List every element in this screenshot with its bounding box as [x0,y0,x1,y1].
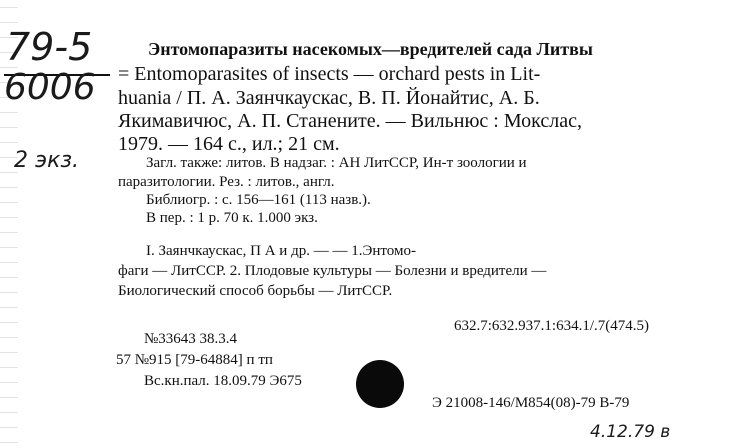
handwritten-copies-note: 2 экз. [14,148,80,173]
chamber-date: Вс.кн.пал. 18.09.79 Э675 [144,373,302,389]
book-title: Энтомопаразиты насекомых—вредителей сада Литвы [148,39,593,59]
order-number: 57 №915 [79-64884] п тп [116,352,273,368]
authors-line-2: Якимавичюс, А. П. Станените. — Вильнюс : Мокслас, [118,110,582,132]
udc-code: 632.7:632.937.1:634.1/.7(474.5) [454,318,649,334]
subject-line-1: I. Заянчкаускас, П А и др. — — 1.Энтомо- [146,243,416,259]
parallel-title-line: = Entomoparasites of insects — orchard pests in Lit- [118,63,541,85]
handwritten-code-top: 79-5 [6,25,93,69]
ink-blot [356,360,404,408]
handwritten-bottom-date: 4.12.79 в [590,422,671,442]
price-note: В пер. : 1 р. 70 к. 1.000 экз. [146,210,318,226]
handwritten-code-bottom: 6006 [4,67,96,108]
price-code: Э 21008-146/М854(08)-79 В-79 [432,395,630,411]
imprint-line: 1979. — 164 с., ил.; 21 см. [118,133,340,155]
authors-line-1: huania / П. А. Заянчкаускас, В. П. Йонайтис, А. Б. [118,87,540,109]
bibliography-note: Библиогр. : с. 156—161 (113 назв.). [146,192,371,208]
note-line-2: паразитологии. Рез. : литов., англ. [118,174,335,190]
card-number: №33643 38.3.4 [144,331,238,347]
subject-line-2: фаги — ЛитССР. 2. Плодовые культуры — Болезни и вредители — [118,263,547,279]
subject-line-3: Биологический способ борьбы — ЛитССР. [118,283,393,299]
note-line-1: Загл. также: литов. В надзаг. : АН ЛитССР, Ин-т зоологии и [146,155,527,171]
